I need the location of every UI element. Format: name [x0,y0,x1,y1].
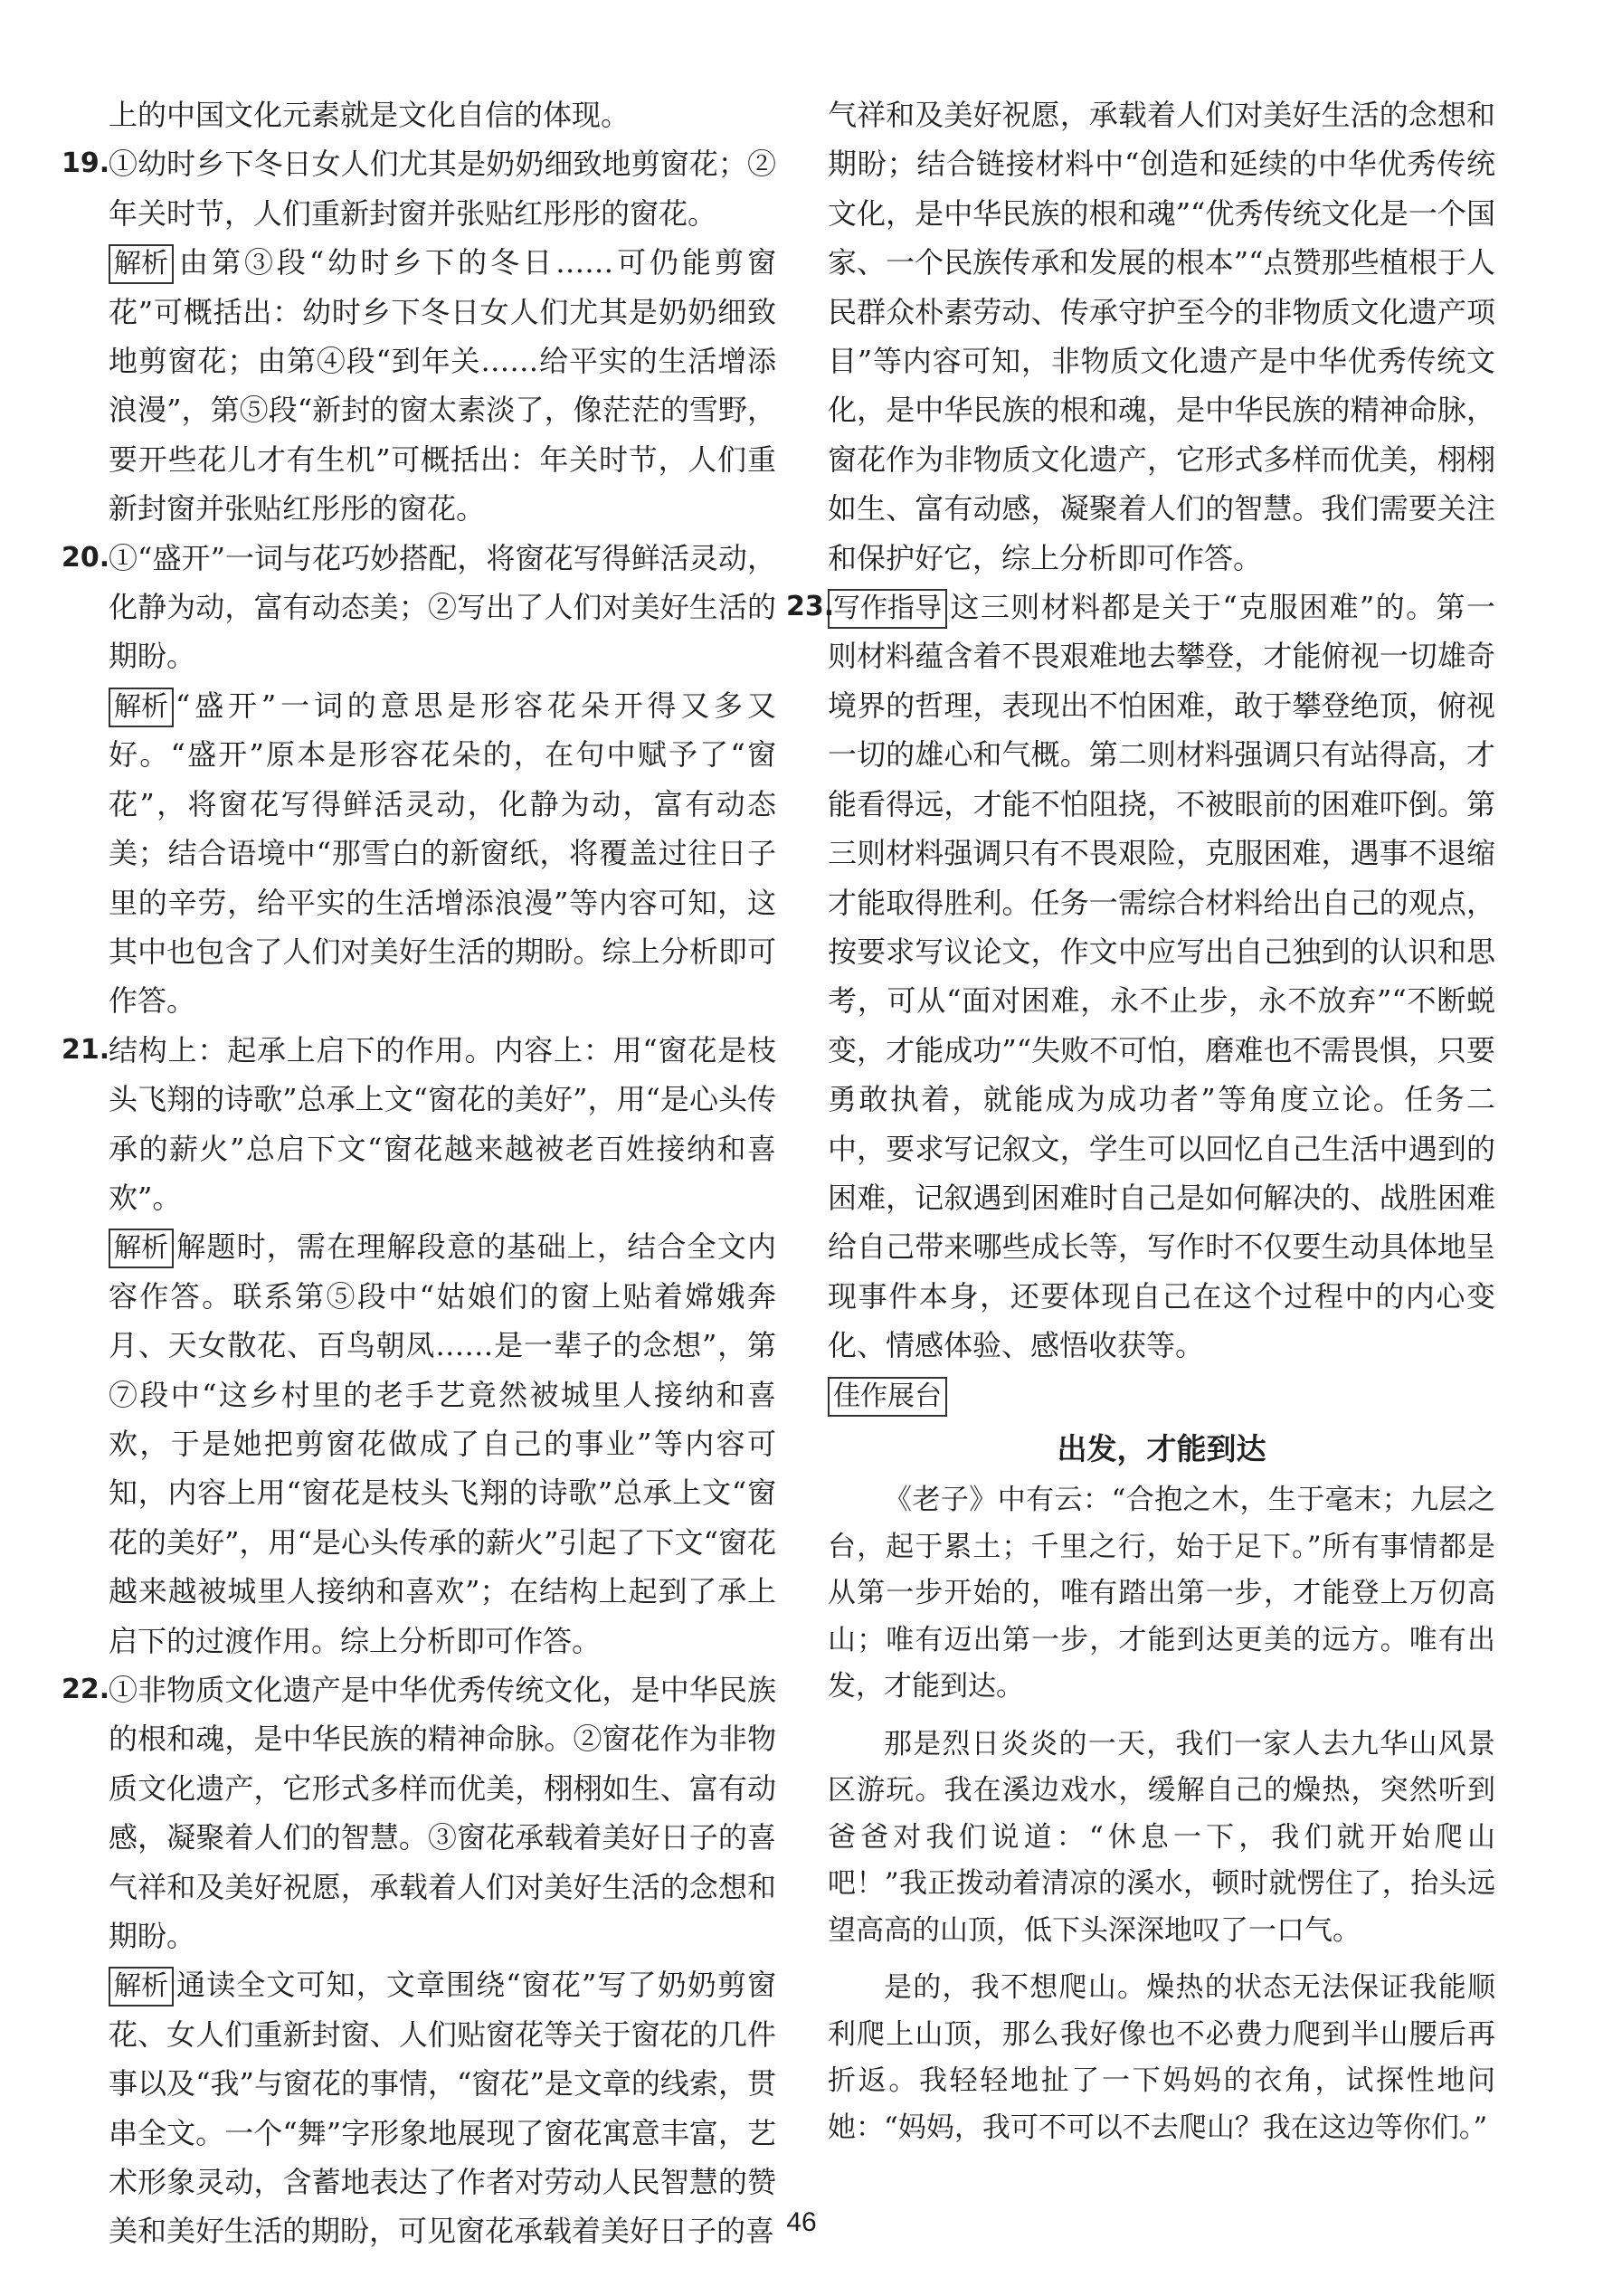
answer-text: ①非物质文化遗产是中华优秀传统文化，是中华民族的根和魂，是中华民族的精神命脉。②窗花作为非物质文化遗产，它形式多样而优美，栩栩如生、富有动感，凝聚着人们的智慧。③窗花承载着美好日子的喜气祥和及美好祝愿，承载着人们对美好生活的念想和期盼。 [109,1673,776,1954]
analysis-text: 由第③段“幼时乡下的冬日……可仍能剪窗花”可概括出：幼时乡下冬日女人们尤其是奶奶细致地剪窗花；由第④段“到年关……给平实的生活增添浪漫”，第⑤段“新封的窗太素淡了，像茫茫的雪野，要开些花儿才有生机”可概括出：年关时节，人们重新封窗并张贴红彤彤的窗花。 [109,245,776,527]
top-line: 上的中国文化元素就是文化自信的体现。 [109,98,631,132]
analysis-text: 通读全文可知，文章围绕“窗花”写了奶奶剪窗花、女人们重新封窗、人们贴窗花等关于窗花的几件事以及“我”与窗花的事情，“窗花”是文章的线索，贯串全文。一个“舞”字形象地展现了窗花寓意丰富，艺术形象灵动，含蓄地表达了作者对劳动人民智慧的赞美和美好生活的期盼，可见窗花承载着美好日子的喜 [109,1968,776,2249]
writing-guide-text: 这三则材料都是关于“克服困难”的。第一则材料蕴含着不畏艰难地去攀登，才能俯视一切雄奇境界的哲理，表现出不怕困难，敢于攀登绝顶，俯视一切的雄心和气概。第二则材料强调只有站得高，才能看得远，才能不怕阻挠，不被眼前的困难吓倒。第三则材料强调只有不畏艰险，克服困难，遇事不退缩才能取得胜利。任务一需综合材料给出自己的观点，按要求写议论文，作文中应写出自己独到的认识和思考，可从“面对困难，永不止步，永不放弃”“不断蜕变，才能成功”“失败不可怕，磨难也不需畏惧，只要勇敢执着，就能成为成功者”等角度立论。任务二中，要求写记叙文，学生可以回忆自己生活中遇到的困难，记叙遇到困难时自己是如何解决的、战胜困难给自己带来哪些成长等，写作时不仅要生动具体地呈现事件本身，还要体现自己在这个过程中的内心变化、情感体验、感悟收获等。 [828,590,1495,1363]
analysis-block [109,238,776,533]
writing-guide-block [828,583,1495,1371]
showcase-header [828,1371,1495,1419]
showcase-tag: 佳作展台 [828,1377,947,1417]
analysis-tag: 解析 [109,688,174,727]
question-20 [62,534,776,1026]
analysis-tag: 解析 [109,1967,174,2007]
essay-title: 出发，才能到达 [1057,1430,1266,1466]
question-23 [786,583,1495,1371]
question-21 [62,1026,776,1665]
question-22 [62,1665,776,2256]
answer-text: ①“盛开”一词与花巧妙搭配，将窗花写得鲜活灵动，化静为动，富有动态美；②写出了人们对美好生活的期盼。 [109,540,776,674]
essay-paragraph: 《老子》中有云：“合抱之木，生于毫末；九层之台，起于累土；千里之行，始于足下。”所有事情都是从第一步开始的，唯有踏出第一步，才能登上万仞高山；唯有迈出第一步，才能到达更美的远方。唯有出发，才能到达。 [828,1484,1495,1703]
answer-text: ①幼时乡下冬日女人们尤其是奶奶细致地剪窗花；②年关时节，人们重新封窗并张贴红彤彤的窗花。 [109,147,776,231]
continuation-text: 气祥和及美好祝愿，承载着人们对美好生活的念想和期盼；结合链接材料中“创造和延续的中华优秀传统文化，是中华民族的根和魂”“优秀传统文化是一个国家、一个民族传承和发展的根本”“点赞那些植根于人民群众朴素劳动、传承守护至今的非物质文化遗产项目”等内容可知，非物质文化遗产是中华优秀传统文化，是中华民族的根和魂，是中华民族的精神命脉，窗花作为非物质文化遗产，它形式多样而优美，栩栩如生、富有动感，凝聚着人们的智慧。我们需要关注和保护好它，综上分析即可作答。 [828,98,1495,575]
analysis-block [109,1222,776,1665]
analysis-block [109,681,776,1026]
analysis-text: “盛开”一词的意思是形容花朵开得又多又好。“盛开”原本是形容花朵的，在句中赋予了“窗花”，将窗花写得鲜活灵动，化静为动，富有动态美；结合语境中“那雪白的新窗纸，将覆盖过往日子里的辛劳，给平实的生活增添浪漫”等内容可知，这其中也包含了人们对美好生活的期盼。综上分析即可作答。 [109,688,776,1019]
analysis-text: 解题时，需在理解段意的基础上，结合全文内容作答。联系第⑤段中“姑娘们的窗上贴着嫦娥奔月、天女散花、百鸟朝凤……是一辈子的念想”，第⑦段中“这乡村里的老手艺竟然被城里人接纳和喜欢，于是她把剪窗花做成了自己的事业”等内容可知，内容上用“窗花是枝头飞翔的诗歌”总承上文“窗花的美好”，用“是心头传承的薪火”引起了下文“窗花越来越被城里人接纳和喜欢”；在结构上起到了承上启下的过渡作用。综上分析即可作答。 [109,1229,776,1658]
essay [828,1425,1495,2151]
question-number: 19. [62,147,110,180]
page-number: 46 [786,2207,817,2237]
question-number: 21. [62,1033,110,1066]
writing-guide-tag: 写作指导 [828,589,947,629]
analysis-tag: 解析 [109,1229,174,1268]
essay-paragraph: 那是烈日炎炎的一天，我们一家人去九华山风景区游玩。我在溪边戏水，缓解自己的燥热，突然听到爸爸对我们说道：“休息一下，我们就开始爬山吧！”我正拨动着清凉的溪水，顿时就愣住了，抬头远望高高的山顶，低下头深深地叹了一口气。 [828,1727,1495,1947]
question-number: 23. [786,591,835,623]
right-column [786,90,1495,2162]
analysis-tag: 解析 [109,244,174,284]
essay-paragraph: 是的，我不想爬山。燥热的状态无法保证我能顺利爬上山顶，那么我好像也不必费力爬到半山腰后再折返。我轻轻地扯了一下妈妈的衣角，试探性地问她：“妈妈，我可不可以不去爬山？我在这边等你们。” [828,1971,1495,2144]
question-19 [62,139,776,533]
answer-text: 结构上：起承上启下的作用。内容上：用“窗花是枝头飞翔的诗歌”总承上文“窗花的美好”，用“是心头传承的薪火”总启下文“窗花越来越被老百姓接纳和喜欢”。 [109,1032,776,1215]
question-number: 22. [62,1674,110,1705]
left-column [62,90,776,2256]
question-number: 20. [62,541,110,574]
